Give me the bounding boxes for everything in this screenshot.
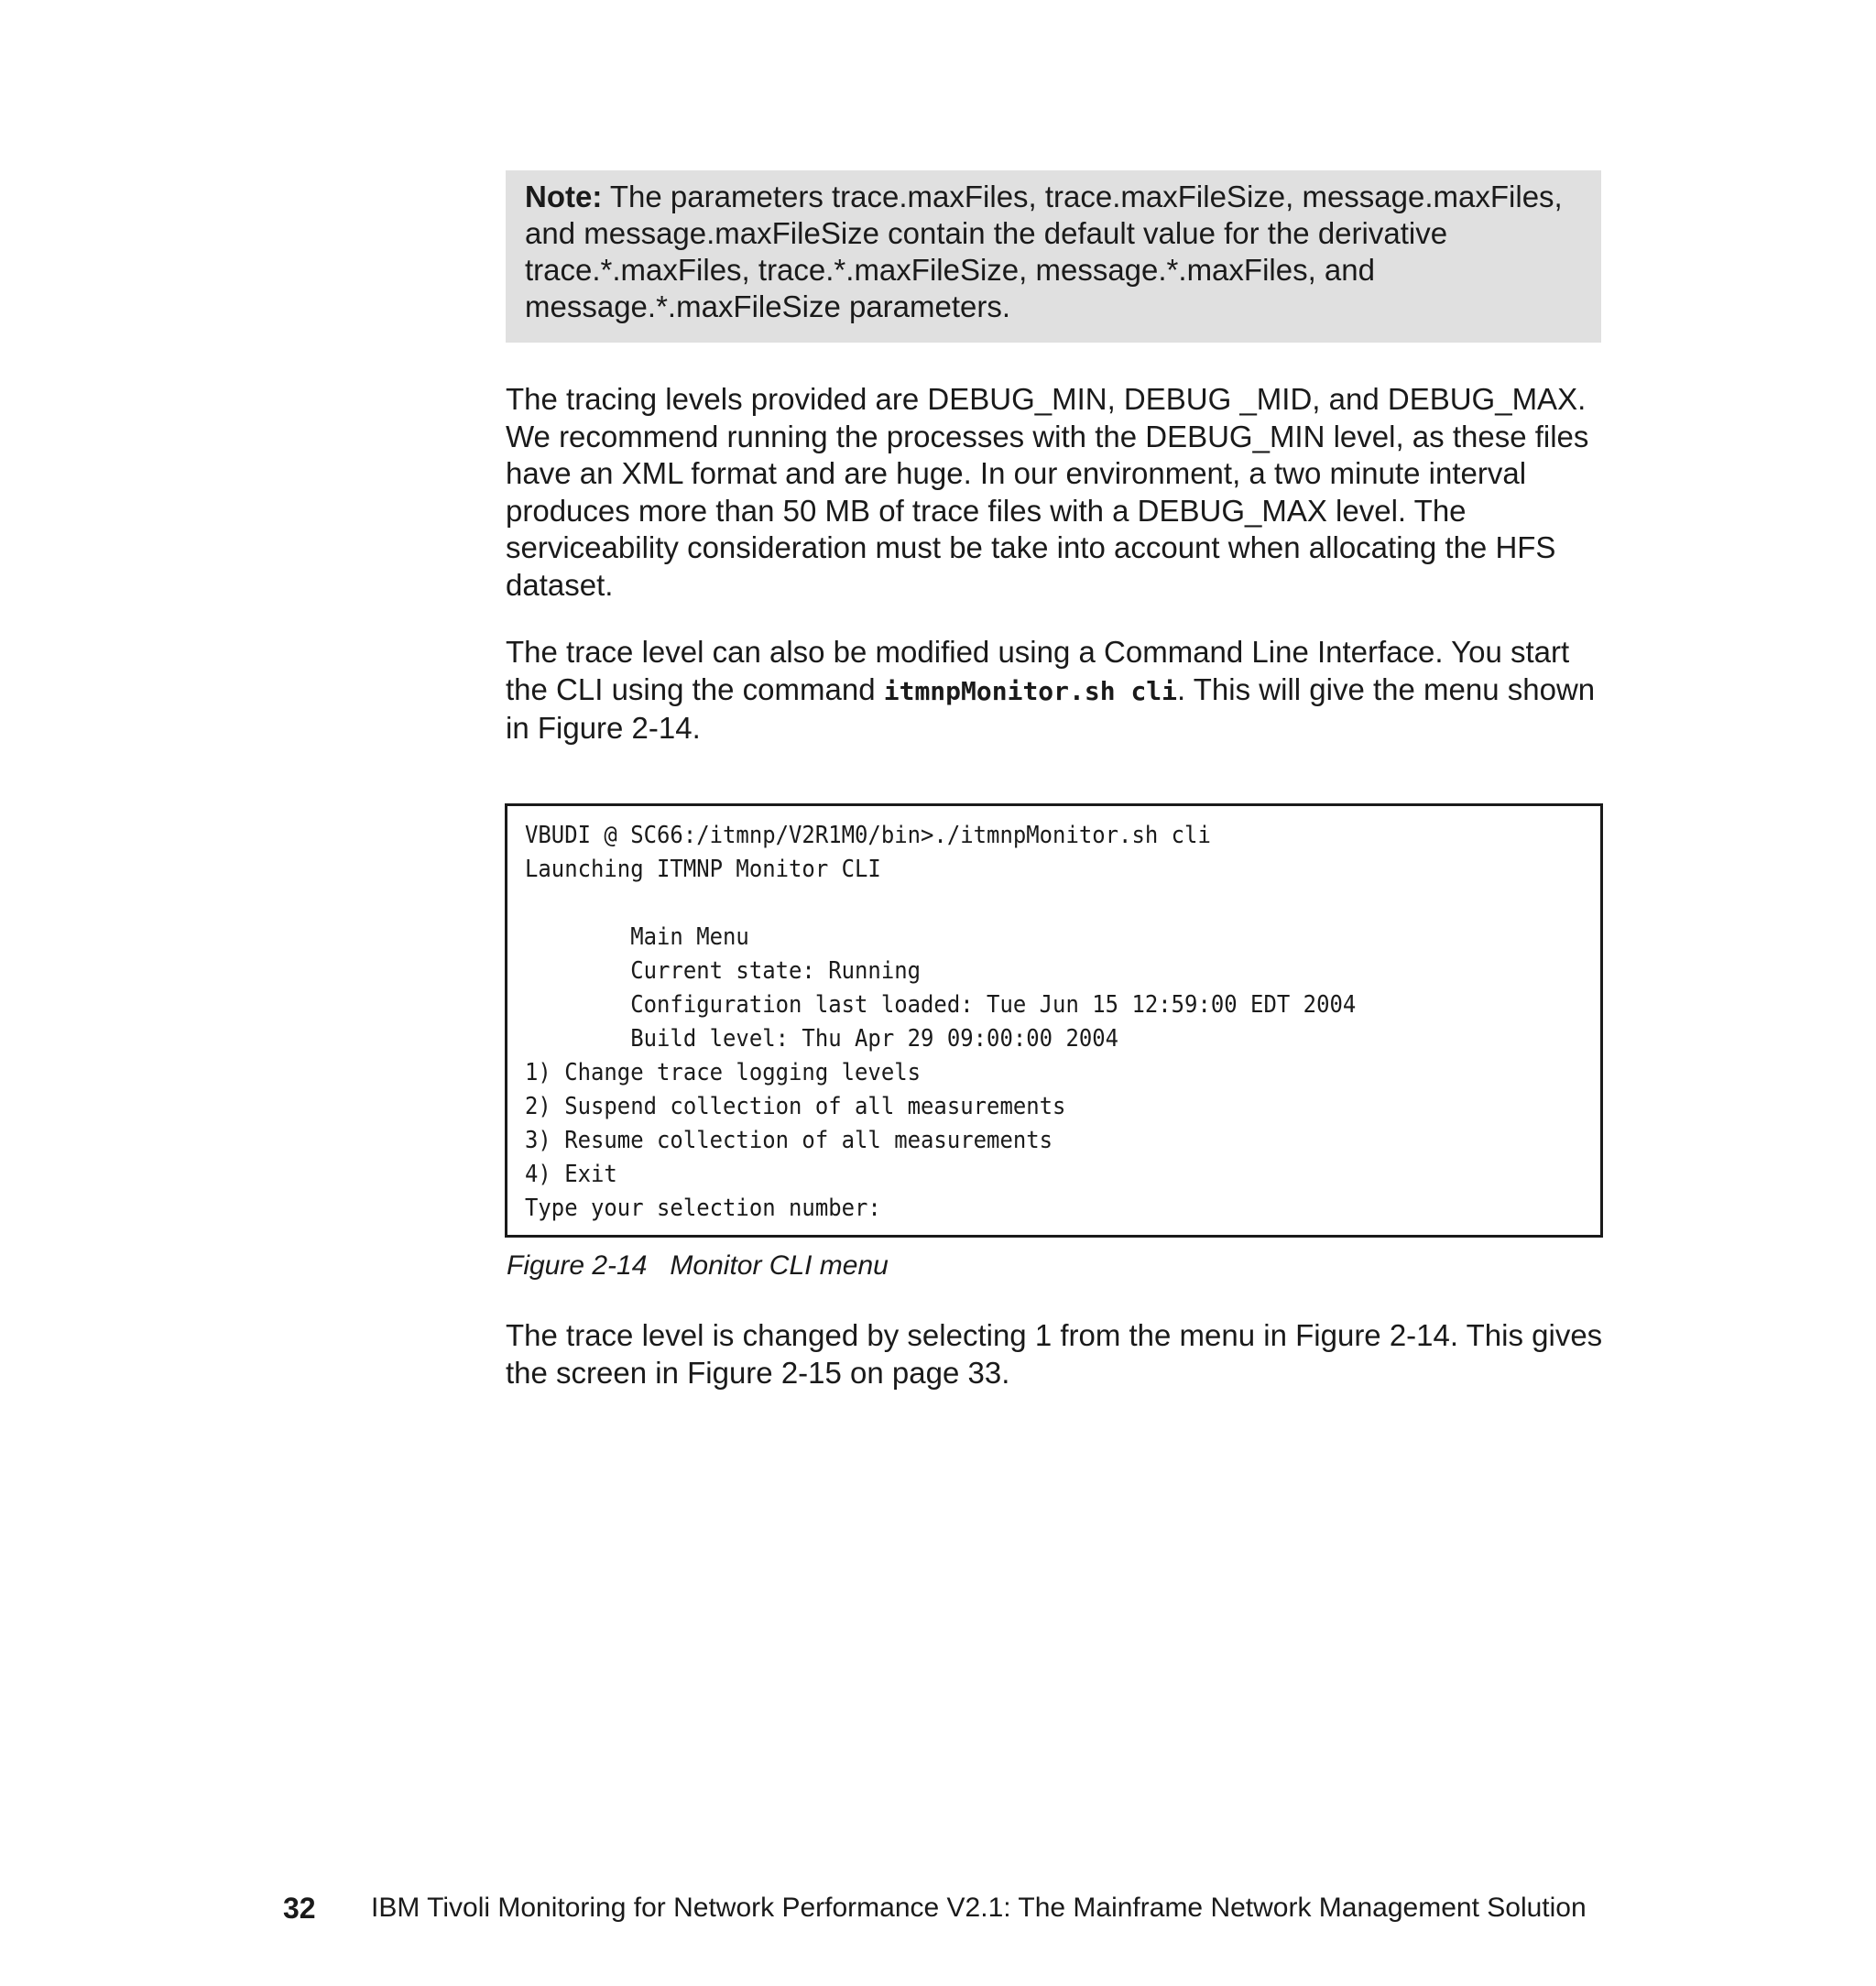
figure-caption: Figure 2-14 Monitor CLI menu <box>507 1250 889 1281</box>
command-text: itmnpMonitor.sh cli <box>883 675 1178 706</box>
note-box <box>506 170 1601 343</box>
cli-output <box>525 819 1514 1226</box>
cli-line: 2) Suspend collection of all measurements <box>525 1093 1066 1120</box>
cli-line: 3) Resume collection of all measurements <box>525 1127 1053 1154</box>
cli-line: Main Menu <box>525 923 749 951</box>
paragraph-cli-intro <box>506 634 1605 747</box>
paragraph-cli-intro-after: . This will give the menu shown in Figure 2-14. <box>506 671 1596 745</box>
page-number: 32 <box>283 1892 316 1925</box>
note-label: Note: <box>525 180 603 213</box>
cli-line: Build level: Thu Apr 29 09:00:00 2004 <box>525 1025 1119 1053</box>
cli-line: Type your selection number: <box>525 1195 881 1222</box>
cli-line: 4) Exit <box>525 1161 617 1188</box>
page-footer <box>0 1890 1876 1926</box>
cli-line: Configuration last loaded: Tue Jun 15 12:59:00 EDT 2004 <box>525 991 1357 1019</box>
cli-output-box <box>505 803 1603 1238</box>
footer-title: IBM Tivoli Monitoring for Network Performance V2.1: The Mainframe Network Management Solution <box>371 1893 1587 1923</box>
cli-line: VBUDI @ SC66:/itmnp/V2R1M0/bin>./itmnpMonitor.sh cli <box>525 822 1211 849</box>
paragraph-tracing-levels: The tracing levels provided are DEBUG_MIN, DEBUG _MID, and DEBUG_MAX. We recommend running the processes with the DEBUG_MIN level, as these files have an XML format and are huge. In our environment, a two minute interval produces more than 50 MB of trace files with a DEBUG_MAX level. The serviceability consideration must be take into account when allocating the HFS dataset. <box>506 382 1589 602</box>
cli-line: 1) Change trace logging levels <box>525 1059 922 1086</box>
paragraph-cli-intro-before: The trace level can also be modified using a Command Line Interface. You start the CLI using the command <box>506 635 1570 706</box>
paragraph-trace-change: The trace level is changed by selecting 1 from the menu in Figure 2-14. This gives the screen in Figure 2-15 on page 33. <box>506 1318 1603 1390</box>
cli-line: Launching ITMNP Monitor CLI <box>525 856 881 883</box>
note-text: The parameters trace.maxFiles, trace.maxFileSize, message.maxFiles, and message.maxFileSize contain the default value for the derivative trace.*.maxFiles, trace.*.maxFileSize, message.*.maxFiles, and message.*.maxFileSize parameters. <box>525 180 1563 323</box>
cli-line: Current state: Running <box>525 957 922 985</box>
